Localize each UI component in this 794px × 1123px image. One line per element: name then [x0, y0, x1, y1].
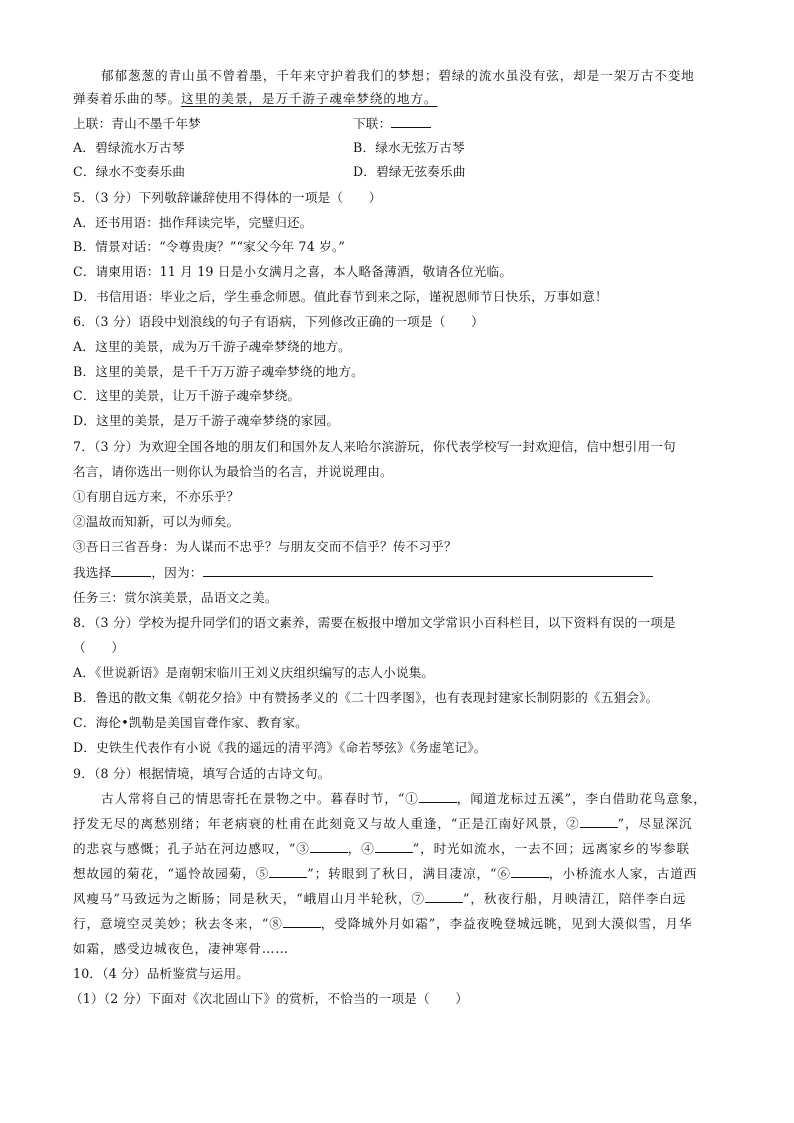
couplet-upper: 上联：青山不墨千年梦: [73, 116, 201, 131]
q9-blank-7[interactable]: [425, 889, 463, 903]
q9-blank-8[interactable]: [283, 914, 321, 928]
q9-blank-2[interactable]: [580, 814, 618, 828]
q8-stem-line-2: （ ）: [73, 640, 125, 655]
couplet-lower: 下联：: [353, 114, 431, 134]
q5-stem: 5．（3 分）下列敬辞谦辞使用不得体的一项是（ ）: [73, 190, 382, 205]
couplet-option-a[interactable]: A．碧绿流水万古琴: [73, 140, 185, 155]
q9-blank-4[interactable]: [375, 839, 413, 853]
couplet-blank[interactable]: [391, 114, 431, 128]
q8-option-a[interactable]: A．《世说新语》是南朝宋临川王刘义庆组织编写的志人小说集。: [73, 665, 435, 680]
passage-text: 弹奏着乐曲的琴。: [73, 91, 181, 106]
q9-line-4: 想故园的菊花，“遥怜故园菊，⑤ ”；转眼到了秋日，满目凄凉，“⑥ ，小桥流水人家，古道西: [73, 866, 698, 881]
q6-option-a[interactable]: A．这里的美景，成为万千游子魂牵梦绕的地方。: [73, 339, 351, 354]
q7-quote-1: ①有朋自远方来，不亦乐乎？: [73, 489, 240, 504]
q9-line-6: 行，意境空灵美妙；秋去冬来，“⑧ ，受降城外月如霜”，李益夜晚登城远眺，见到大漠似雪，月华: [73, 916, 693, 931]
q6-option-d[interactable]: D．这里的美景，是万千游子魂牵梦绕的家园。: [73, 413, 340, 428]
q10-stem: 10．（4 分）品析鉴赏与运用。: [73, 966, 250, 981]
q7-stem-line-1: 7．（3 分）为欢迎全国各地的朋友们和国外友人来哈尔滨游玩，你代表学校写一封欢迎信，信中想引用一句: [73, 439, 676, 454]
q8-option-d[interactable]: D．史铁生代表作有小说《我的遥远的清平湾》《命若琴弦》《务虚笔记》。: [73, 740, 487, 755]
couplet-row: [73, 114, 392, 134]
couplet-option-b[interactable]: B．绿水无弦万古琴: [353, 140, 465, 155]
couplet-option-d[interactable]: D．碧绿无弦奏乐曲: [353, 164, 466, 179]
q9-blank-5[interactable]: [269, 864, 307, 878]
underlined-sentence: 这里的美景，是万千游子魂牵梦绕的地方。: [180, 91, 438, 106]
q7-reason-blank[interactable]: [203, 563, 653, 577]
q9-stem: 9．（8 分）根据情境，填写合适的古诗文句。: [73, 766, 331, 781]
q5-option-a[interactable]: A．还书用语：拙作拜读完毕，完璧归还。: [73, 215, 313, 230]
q9-line-7: 如霜，感受边城夜色，凄神寒骨……: [73, 941, 289, 956]
passage-line-2: [73, 89, 437, 109]
q5-option-b[interactable]: B．情景对话：“令尊贵庚？”“家父今年 74 岁。”: [73, 239, 346, 254]
q9-blank-6[interactable]: [511, 864, 549, 878]
q5-option-c[interactable]: C．请柬用语：11 月 19 日是小女满月之喜，本人略备薄酒，敬请各位光临。: [73, 264, 513, 279]
q8-stem-line-1: 8．（3 分）学校为提升同学们的语文素养，需要在板报中增加文学常识小百科栏目，以下资料有误的一项是: [73, 615, 676, 630]
couplet-options-row-1: [73, 138, 465, 158]
q9-line-1: 古人常将自己的情思寄托在景物之中。暮春时节，“① ，闻道龙标过五溪”，李白借助花鸟意象，: [101, 791, 707, 806]
q6-stem: 6．（3 分）语段中划浪线的句子有语病，下列修改正确的一项是（ ）: [73, 314, 484, 329]
q9-blank-3[interactable]: [310, 839, 348, 853]
couplet-options-row-2: [73, 162, 466, 182]
q7-answer-line: 我选择 ，因为：: [73, 563, 653, 583]
q7-choice-blank[interactable]: [111, 563, 151, 577]
q6-option-b[interactable]: B．这里的美景，是千千万万游子魂牵梦绕的地方。: [73, 364, 364, 379]
q8-option-b[interactable]: B．鲁迅的散文集《朝花夕拾》中有赞扬孝义的《二十四孝图》，也有表现封建家长制阴影的《五猖会》。: [73, 690, 659, 705]
q9-blank-1[interactable]: [419, 789, 457, 803]
q10-sub-1: （1）（2 分）下面对《次北固山下》的赏析，不恰当的一项是（ ）: [70, 991, 469, 1006]
q9-line-5: 风瘦马”马致远为之断肠；同是秋天，“峨眉山月半轮秋，⑦ ”，秋夜行船，月映清江，陪伴李白远: [73, 891, 687, 906]
q5-option-d[interactable]: D．书信用语：毕业之后，学生垂念师恩。值此春节到来之际，谨祝恩师节日快乐，万事如意！: [73, 289, 608, 304]
q7-quote-3: ③吾日三省吾身：为人谋而不忠乎？与朋友交而不信乎？传不习乎？: [73, 539, 457, 554]
passage-line-1: 郁郁葱葱的青山虽不曾着墨，千年来守护着我们的梦想；碧绿的流水虽没有弦，却是一架万古不变地: [101, 68, 695, 83]
task-three-heading: 任务三：赏尔滨美景，品语文之美。: [73, 590, 278, 605]
q6-option-c[interactable]: C．这里的美景，让万千游子魂牵梦绕。: [73, 388, 301, 403]
q7-stem-line-2: 名言，请你选出一则你认为最恰当的名言，并说说理由。: [73, 464, 393, 479]
q7-quote-2: ②温故而知新，可以为师矣。: [73, 514, 240, 529]
q9-line-2: 抒发无尽的离愁别绪；年老病衰的杜甫在此刻竟又与故人重逢，“正是江南好风景，② ”，尽显深沉: [73, 816, 693, 831]
q9-line-3: 的悲哀与感慨；孔子站在河边感叹，“③ ，④ ”，时光如流水，一去不回；远离家乡的岑参联: [73, 841, 690, 856]
couplet-option-c[interactable]: C．绿水不变奏乐曲: [73, 164, 186, 179]
q8-option-c[interactable]: C．海伦•凯勒是美国盲聋作家、教育家。: [73, 715, 308, 730]
